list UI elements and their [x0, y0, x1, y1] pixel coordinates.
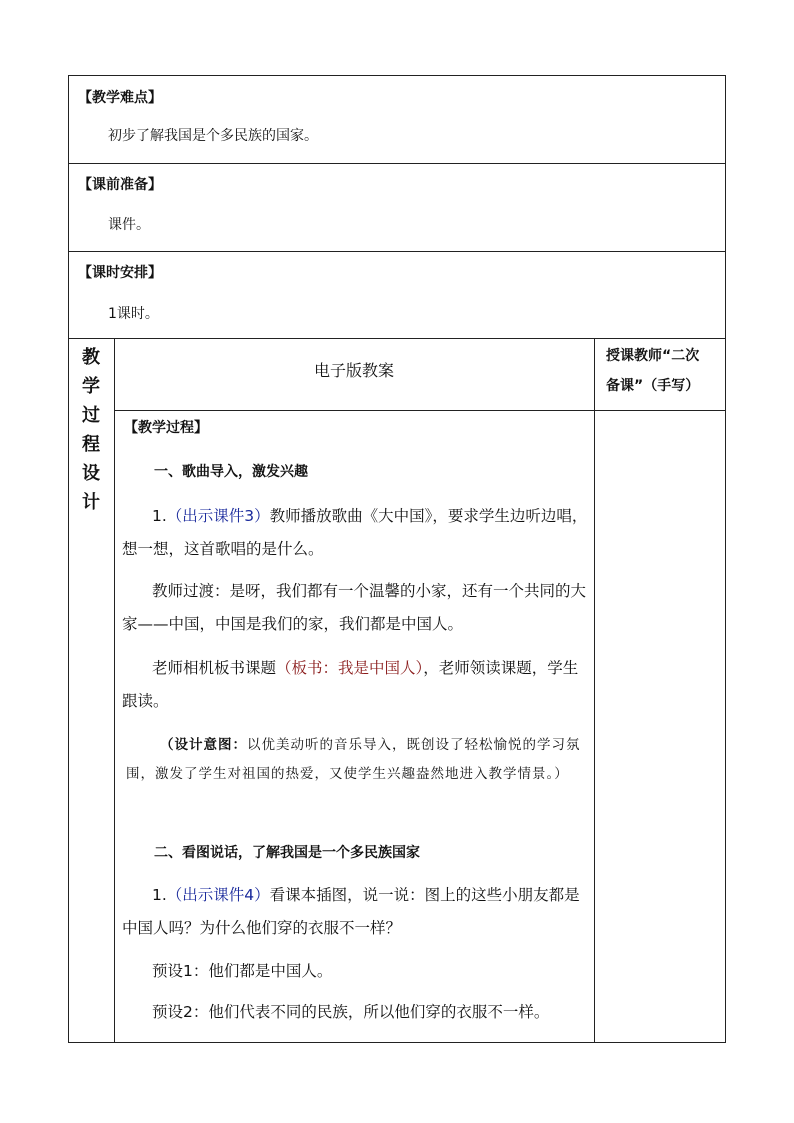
paragraph-question: [122, 879, 588, 945]
item-number: 1.: [152, 507, 167, 525]
side-label-char: 程: [82, 434, 100, 455]
section-content-difficulty: 初步了解我国是个多民族的国家。: [108, 128, 318, 144]
side-label-char: 教: [82, 347, 100, 368]
table-border-bottom: [68, 1042, 726, 1043]
design-intent-label: （设计意图：: [160, 737, 247, 753]
section-content-schedule: 1课时。: [108, 306, 159, 322]
courseware-tag: （出示课件3）: [166, 507, 270, 525]
table-border-left: [68, 75, 69, 1043]
teacher-notes-header-line2: 备课”（手写）: [606, 378, 700, 394]
teacher-notes-header-line1: 授课教师“二次: [606, 348, 700, 364]
paragraph-blackboard: [122, 652, 588, 718]
row-divider: [68, 163, 726, 164]
process-title: 【教学过程】: [124, 420, 208, 436]
design-intent-note: [126, 731, 592, 789]
part1-title: 一、歌曲导入，激发兴趣: [154, 464, 308, 480]
paragraph-song: [122, 500, 588, 566]
blackboard-tag: （板书：我是中国人）: [276, 659, 424, 677]
column-divider: [594, 338, 595, 1043]
part2-title: 二、看图说话，了解我国是一个多民族国家: [154, 845, 420, 861]
paragraph-text: 教师播放歌曲《大中国》，要求学生边听边唱，想一想，这首歌唱的是什么。: [122, 507, 588, 558]
electronic-lesson-plan-header: 电子版教案: [313, 361, 394, 380]
paragraph-text: 看课本插图，说一说：图上的这些小朋友都是中国人吗？为什么他们穿的衣服不一样？: [122, 886, 580, 937]
paragraph-text: ，老师领读课题，学生跟读。: [122, 659, 579, 710]
section-heading-preparation: 【课前准备】: [78, 177, 162, 193]
answer-preset-2: 预设2：他们代表不同的民族，所以他们穿的衣服不一样。: [152, 1003, 550, 1021]
table-border-top: [68, 75, 726, 76]
side-label-char: 过: [82, 405, 100, 426]
section-heading-schedule: 【课时安排】: [78, 265, 162, 281]
column-divider: [114, 338, 115, 1043]
lesson-plan-table: [68, 75, 726, 1043]
courseware-tag: （出示课件4）: [166, 886, 270, 904]
section-content-preparation: 课件。: [108, 217, 150, 233]
item-number: 1.: [152, 886, 167, 904]
row-divider: [68, 338, 726, 339]
paragraph-text: 老师相机板书课题: [152, 659, 277, 677]
section-heading-difficulty: 【教学难点】: [78, 90, 162, 106]
row-divider: [68, 251, 726, 252]
side-label-char: 设: [82, 463, 100, 484]
side-label-char: 学: [82, 376, 100, 397]
design-intent-text: 以优美动听的音乐导入，既创设了轻松愉悦的学习氛围，激发了学生对祖国的热爱，又使学生兴趣盎然地进入教学情景。）: [126, 737, 581, 782]
table-border-right: [725, 75, 726, 1043]
header-divider: [114, 410, 726, 411]
paragraph-transition: 教师过渡：是呀，我们都有一个温馨的小家，还有一个共同的大家——中国，中国是我们的家，我们都是中国人。: [122, 582, 587, 633]
side-label-char: 计: [82, 492, 100, 513]
answer-preset-1: 预设1：他们都是中国人。: [152, 962, 333, 980]
